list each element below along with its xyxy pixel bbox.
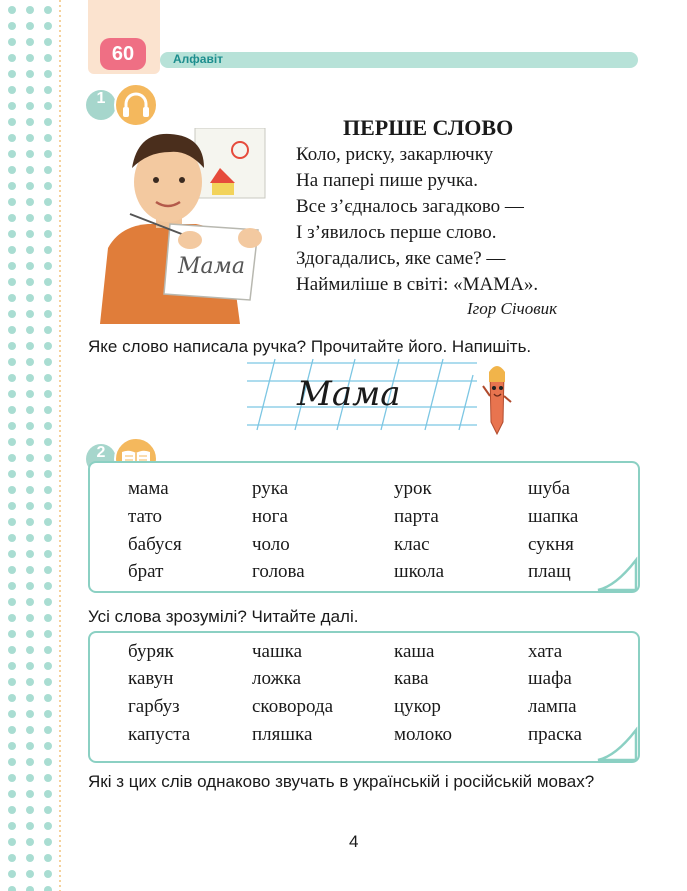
- header-bar: [160, 52, 638, 68]
- word: сковорода: [252, 696, 334, 717]
- word: пляшка: [252, 724, 313, 745]
- word: гарбуз: [128, 696, 180, 717]
- page-fold-icon: [594, 556, 638, 592]
- poem-line: На папері пише ручка.: [296, 170, 478, 191]
- page-badge: 60: [100, 38, 146, 70]
- word: парта: [394, 506, 439, 527]
- exercise-2-question: Які з цих слів однаково звучать в українській і російській мовах?: [88, 772, 595, 791]
- handwriting-word: Мама: [297, 374, 401, 414]
- illustration-word: Мама: [178, 254, 245, 279]
- word: голова: [252, 561, 305, 582]
- poem-line: І з’явилось перше слово.: [296, 222, 497, 243]
- word: хата: [528, 641, 563, 662]
- poem-line: Здогадались, яке саме? —: [296, 248, 506, 269]
- word: кава: [394, 668, 429, 689]
- exercise-1-instruction: Яке слово написала ручка? Прочитайте його. Напишіть.: [88, 337, 532, 356]
- middle-instruction: Усі слова зрозумілі? Читайте далі.: [88, 607, 359, 626]
- word: шуба: [528, 478, 570, 499]
- page-number: 4: [349, 832, 359, 851]
- word: мама: [128, 478, 169, 499]
- word: урок: [394, 478, 432, 499]
- exercise-2-number: 2: [86, 444, 116, 474]
- word: лампа: [528, 696, 577, 717]
- handwriting-lines: [247, 355, 477, 433]
- headphones-icon: [114, 83, 158, 127]
- word: нога: [252, 506, 288, 527]
- word: каша: [394, 641, 435, 662]
- pencil-character-icon: [482, 362, 512, 436]
- word: кавун: [128, 668, 174, 689]
- word: шапка: [528, 506, 579, 527]
- word: тато: [128, 506, 163, 527]
- poem-line: Коло, риску, закарлючку: [296, 144, 494, 165]
- word: школа: [394, 561, 445, 582]
- word: брат: [128, 561, 164, 582]
- word: бабуся: [128, 534, 182, 555]
- word: рука: [252, 478, 289, 499]
- boy-illustration: [100, 128, 272, 324]
- word: праска: [528, 724, 582, 745]
- section-title: Алфавіт: [173, 52, 224, 66]
- word: буряк: [128, 641, 174, 662]
- word: сукня: [528, 534, 574, 555]
- page-fold-icon: [594, 726, 638, 762]
- poem-title: ПЕРШЕ СЛОВО: [343, 115, 514, 140]
- word: чоло: [252, 534, 290, 555]
- word: чашка: [252, 641, 302, 662]
- word: шафа: [528, 668, 572, 689]
- exercise-1-number: 1: [86, 90, 116, 120]
- poem-author: Ігор Січовик: [467, 299, 558, 318]
- word: цукор: [394, 696, 441, 717]
- word: капуста: [128, 724, 191, 745]
- poem-line: Все з’єдналось загадково —: [296, 196, 524, 217]
- word: клас: [394, 534, 430, 555]
- binding-dots: [0, 0, 70, 891]
- word: ложка: [252, 668, 302, 689]
- poem-line: Наймиліше в світі: «МАМА».: [296, 274, 539, 295]
- word: молоко: [394, 724, 453, 745]
- word: плащ: [528, 561, 571, 582]
